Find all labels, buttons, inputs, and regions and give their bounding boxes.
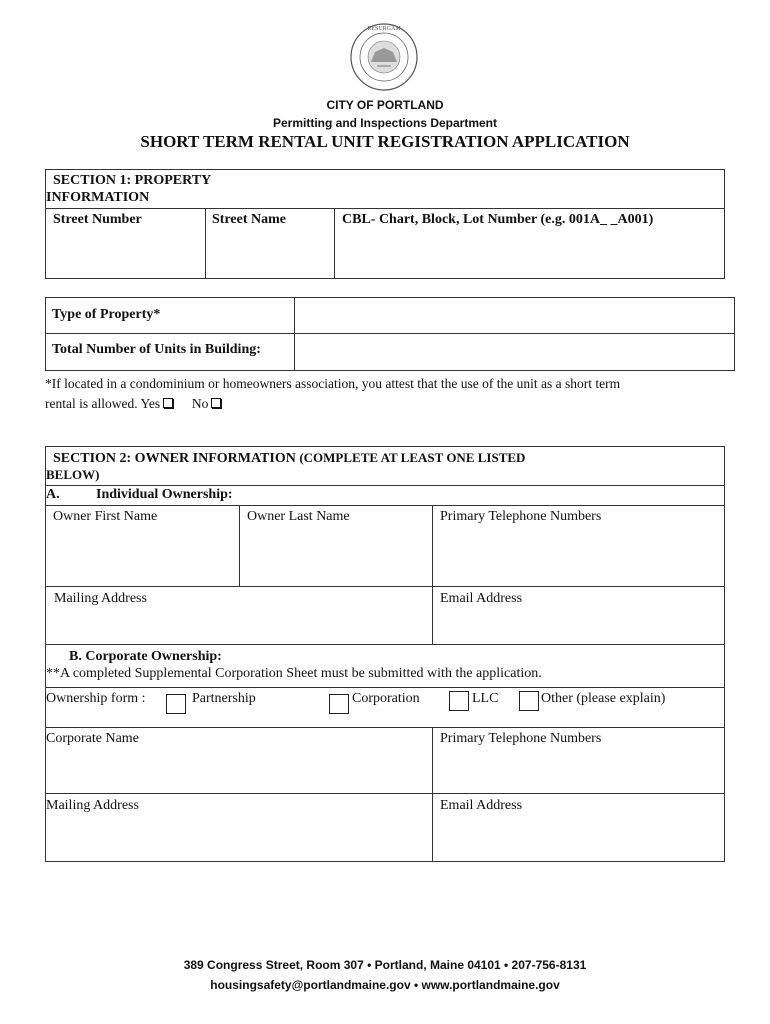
partnership-checkbox[interactable] xyxy=(166,694,186,714)
llc-label: LLC xyxy=(472,691,499,706)
city-seal-logo xyxy=(349,22,419,92)
corporate-name-field[interactable] xyxy=(46,750,431,792)
condo-note-line2 xyxy=(45,396,221,412)
section2-heading: SECTION 2: OWNER INFORMATION (COMPLETE AT LEAST ONE LISTED xyxy=(53,450,526,466)
individual-ownership-title: Individual Ownership: xyxy=(96,487,233,502)
cbl-label: CBL- Chart, Block, Lot Number (e.g. 001A_ _A001) xyxy=(342,212,654,227)
email-address-label: Email Address xyxy=(440,591,523,606)
other-label: Other (please explain) xyxy=(541,691,666,706)
seal-text: RESURGAM xyxy=(367,26,401,32)
cbl-field[interactable] xyxy=(335,232,724,278)
partnership-label: Partnership xyxy=(192,691,256,706)
corp-mailing-address-label: Mailing Address xyxy=(46,798,139,813)
total-units-label: Total Number of Units in Building: xyxy=(52,342,261,357)
section1-heading: SECTION 1: PROPERTY xyxy=(53,173,212,188)
street-name-field[interactable] xyxy=(206,232,333,278)
mailing-address-field[interactable] xyxy=(46,610,431,643)
city-name: CITY OF PORTLAND xyxy=(326,98,444,112)
street-name-label: Street Name xyxy=(212,212,286,227)
yes-checkbox[interactable] xyxy=(163,398,173,408)
owner-first-name-label: Owner First Name xyxy=(53,509,158,524)
yes-label: rental is allowed. Yes xyxy=(45,396,161,411)
department-name: Permitting and Inspections Department xyxy=(272,116,498,130)
llc-checkbox[interactable] xyxy=(449,691,469,711)
section1-heading-cont: INFORMATION xyxy=(46,190,150,205)
street-number-label: Street Number xyxy=(53,212,142,227)
corp-email-address-label: Email Address xyxy=(440,798,523,813)
no-label: No xyxy=(191,396,209,411)
email-address-field[interactable] xyxy=(433,610,724,643)
total-units-field[interactable] xyxy=(296,335,733,369)
corporate-name-label: Corporate Name xyxy=(46,731,139,746)
form-title: SHORT TERM RENTAL UNIT REGISTRATION APPLICATION xyxy=(140,132,630,151)
corp-phone-field[interactable] xyxy=(433,750,724,792)
condo-note: *If located in a condominium or homeowners association, you attest that the use of the unit as a short term xyxy=(45,376,621,391)
mailing-address-label: Mailing Address xyxy=(54,591,147,606)
corporation-checkbox[interactable] xyxy=(329,694,349,714)
ownership-form-label: Ownership form : xyxy=(46,691,146,706)
primary-phone-label: Primary Telephone Numbers xyxy=(440,509,602,524)
corporate-ownership-title: B. Corporate Ownership: xyxy=(69,649,222,664)
type-of-property-field[interactable] xyxy=(296,299,733,332)
primary-phone-field[interactable] xyxy=(433,528,724,584)
footer-address: 389 Congress Street, Room 307 • Portland, Maine 04101 • 207-756-8131 xyxy=(183,958,587,972)
owner-last-name-field[interactable] xyxy=(240,528,431,584)
corp-phone-label: Primary Telephone Numbers xyxy=(440,731,602,746)
street-number-field[interactable] xyxy=(46,232,204,278)
subsection-a-letter: A. xyxy=(46,487,60,502)
section2-heading-cont: BELOW) xyxy=(46,467,100,482)
corporation-label: Corporation xyxy=(352,691,420,706)
other-checkbox[interactable] xyxy=(519,691,539,711)
corp-mailing-address-field[interactable] xyxy=(46,817,431,861)
no-checkbox[interactable] xyxy=(211,398,221,408)
corporation-sheet-note: **A completed Supplemental Corporation Sheet must be submitted with the application. xyxy=(46,666,542,681)
owner-last-name-label: Owner Last Name xyxy=(247,509,350,524)
corp-email-address-field[interactable] xyxy=(433,817,724,861)
footer-contact: housingsafety@portlandmaine.gov • www.portlandmaine.gov xyxy=(210,978,560,992)
owner-first-name-field[interactable] xyxy=(46,528,238,584)
type-of-property-label: Type of Property* xyxy=(52,307,161,322)
